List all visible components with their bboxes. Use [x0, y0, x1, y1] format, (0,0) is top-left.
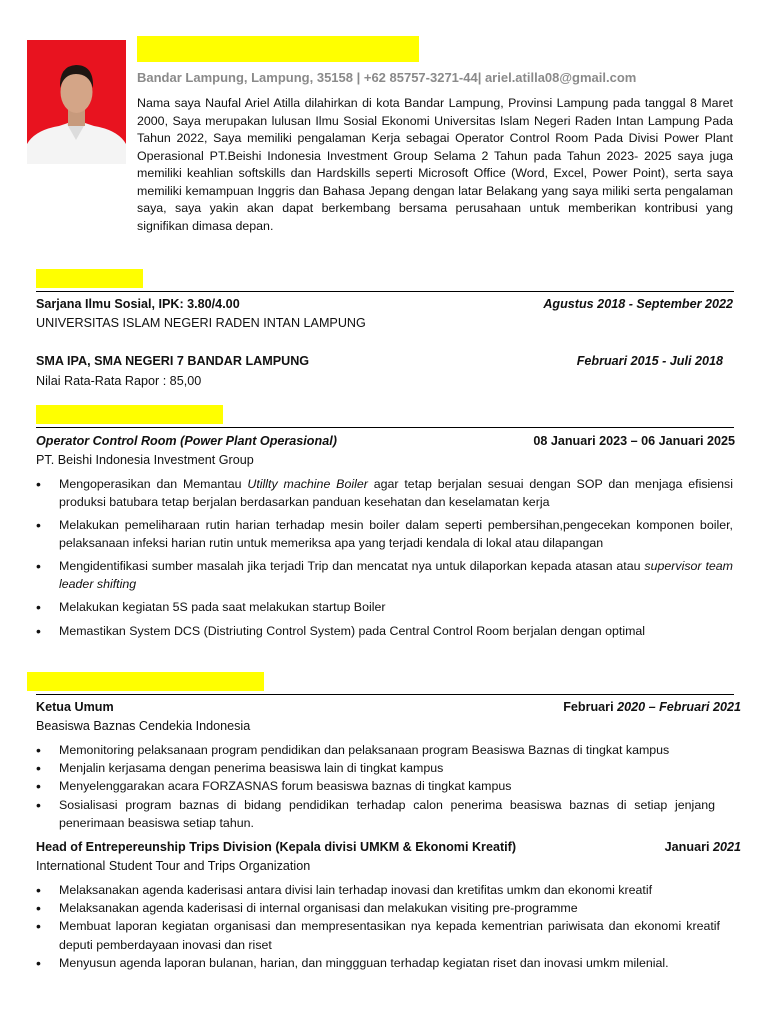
org-role-title: Ketua Umum	[36, 700, 114, 714]
list-item: • Membuat laporan kegiatan organisasi dan mempresentasikan nya kepada kementrian pariwisata dan ekonomi kreatif deputi pemberdayaan inovasi dan riset	[36, 917, 720, 953]
education-heading-highlight	[36, 269, 143, 288]
list-item: • Memastikan System DCS (Distriuting Control System) pada Central Control Room berjalan dengan optimal	[36, 623, 733, 641]
list-item: • Menyusun agenda laporan bulanan, harian, dan minggguan terhadap kegiatan riset dan inovasi umkm milenial.	[36, 954, 720, 972]
education-grade: Nilai Rata-Rata Rapor : 85,00	[36, 374, 202, 388]
section-divider	[36, 427, 734, 428]
list-item: • Mengoperasikan dan Memantau Utillty machine Boiler agar tetap berjalan sesuai dengan SOP dan menjaga efisiensi produksi batubara tetap berjalan berdasarkan panduan kesehatan dan keselamatan kerja	[36, 476, 733, 511]
job-duty-list	[36, 476, 733, 640]
education-degree-date: Agustus 2018 - September 2022	[543, 297, 733, 311]
list-item: • Melaksanakan agenda kaderisasi antara divisi lain terhadap inovasi dan kretifitas umkm dan ekonomi kreatif	[36, 881, 720, 899]
education-school-date: Februari 2015 - Juli 2018	[576, 354, 723, 368]
job-title: Operator Control Room (Power Plant Operasional)	[36, 434, 337, 448]
org-name: International Student Tour and Trips Organization	[36, 859, 311, 873]
list-item: • Melakukan pemeliharaan rutin harian terhadap mesin boiler dalam seperti pembersihan,pengecekan komponen boiler, pelaksanaan infeksi harian rutin untuk memeriksa apa yang terjadi kendala di lokal atau dilapangan	[36, 517, 733, 552]
list-item: • Sosialisasi program baznas di bidang pendidikan terhadap calon penerima beasiswa baznas di setiap jenjang penerimaan beasiswa setiap tahun.	[36, 796, 715, 832]
list-item: • Melakukan kegiatan 5S pada saat melakukan startup Boiler	[36, 599, 733, 617]
organization-heading-highlight	[27, 672, 264, 691]
education-university: UNIVERSITAS ISLAM NEGERI RADEN INTAN LAMPUNG	[36, 316, 366, 330]
section-divider	[36, 291, 734, 292]
org-role-date: Januari 2021	[664, 840, 741, 854]
list-item: • Mengidentifikasi sumber masalah jika terjadi Trip dan mencatat nya untuk dilaporkan kepada atasan atau supervisor team leader shifting	[36, 558, 733, 593]
org-duty-list	[36, 741, 715, 832]
section-divider	[36, 694, 734, 695]
education-school: SMA IPA, SMA NEGERI 7 BANDAR LAMPUNG	[36, 354, 310, 368]
profile-photo	[27, 40, 126, 164]
org-name: Beasiswa Baznas Cendekia Indonesia	[36, 719, 251, 733]
org-role-date: Februari 2020 – Februari 2021	[563, 700, 741, 714]
profile-summary: Nama saya Naufal Ariel Atilla dilahirkan di kota Bandar Lampung, Provinsi Lampung pada tanggal 8 Maret 2000, Saya merupakan lulusan Ilmu Sosial Ekonomi Universitas Islam Negeri Raden Intan Lampung Pada Tahun 2022, Saya memiliki pengalaman Kerja sebagai Operator Control Room Pada Divisi Power Plant Operasional PT.Beishi Indonesia Investment Group Selama 2 Tahun pada Tahun 2023- 2025 saya juga memiliki keahlian softskills dan Hardskills seperti Microsoft Office (Word, Excel, Power Point), serta saya memiliki kemampuan Inggris dan Bahasa Jepang dengan latar Belakang yang saya miliki serta pengalaman saya, saya yakin akan dapat berkembang bersama perusahaan untuk memberikan kontribusi yang signifikan dimasa depan.	[137, 96, 733, 233]
list-item: • Menjalin kerjasama dengan penerima beasiswa lain di tingkat kampus	[36, 759, 715, 777]
education-degree: Sarjana Ilmu Sosial, IPK: 3.80/4.00	[36, 297, 240, 311]
job-date: 08 Januari 2023 – 06 Januari 2025	[533, 434, 735, 448]
person-photo-icon	[27, 40, 126, 164]
contact-line: Bandar Lampung, Lampung, 35158 | +62 85757-3271-44| ariel.atilla08@gmail.com	[137, 70, 637, 85]
name-highlight	[137, 36, 419, 62]
job-company: PT. Beishi Indonesia Investment Group	[36, 453, 254, 467]
experience-heading-highlight	[36, 405, 223, 424]
list-item: • Memonitoring pelaksanaan program pendidikan dan pelaksanaan program Beasiswa Baznas di tingkat kampus	[36, 741, 715, 759]
list-item: • Melaksanakan agenda kaderisasi di internal organisasi dan melakukan visiting pre-programme	[36, 899, 720, 917]
list-item: • Menyelenggarakan acara FORZASNAS forum beasiswa baznas di tingkat kampus	[36, 777, 715, 795]
org-duty-list	[36, 881, 720, 972]
org-role-title: Head of Entrepereunship Trips Division (Kepala divisi UMKM & Ekonomi Kreatif)	[36, 840, 517, 854]
